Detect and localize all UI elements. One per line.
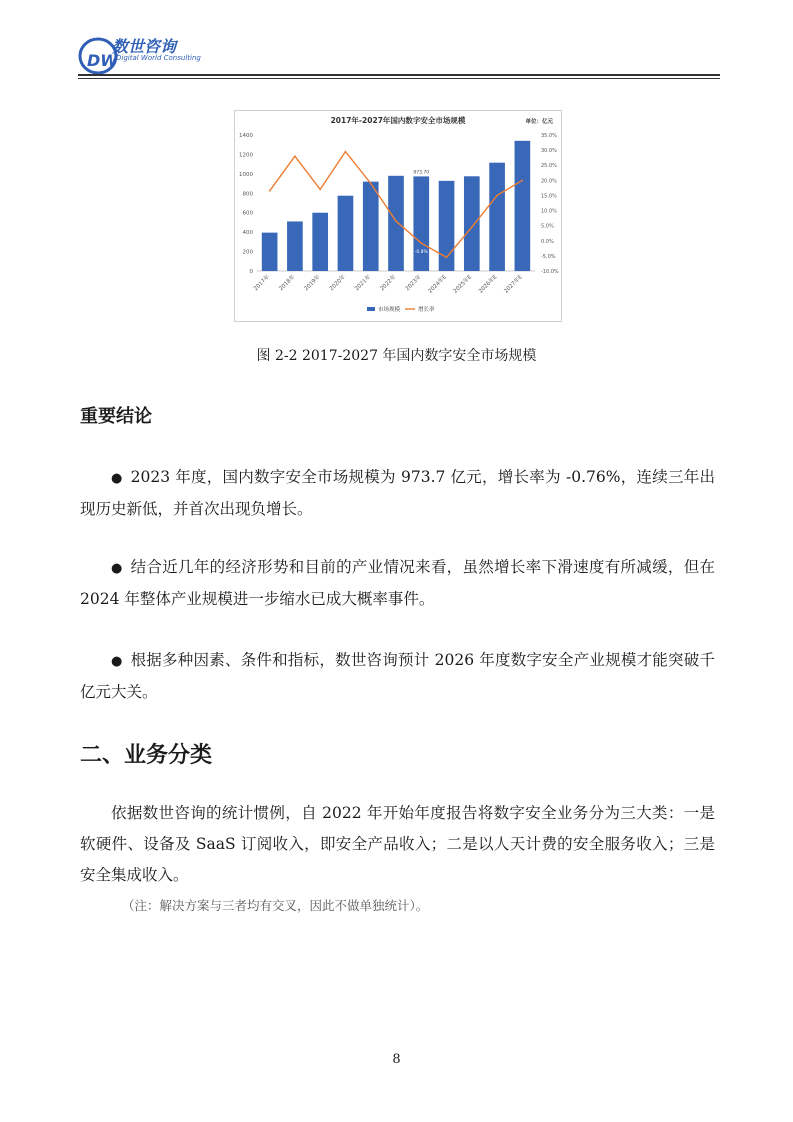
- y-tick-left: 200: [242, 249, 253, 256]
- y-tick-right: -5.0%: [541, 253, 556, 260]
- y-tick-right: 30.0%: [541, 148, 557, 155]
- x-tick-label: 2018年: [278, 274, 297, 293]
- y-tick-right: -10.0%: [541, 269, 559, 275]
- line-point: [420, 242, 422, 244]
- chart-unit-label: 单位：亿元: [525, 119, 553, 125]
- bar: [312, 213, 328, 271]
- line-point: [370, 183, 372, 185]
- legend-swatch-bar: [367, 307, 375, 311]
- y-tick-left: 0: [249, 269, 253, 275]
- business-heading: 二、业务分类: [80, 743, 213, 768]
- line-point: [446, 257, 448, 259]
- bar: [363, 182, 379, 271]
- x-tick-label: 2019年: [303, 274, 322, 293]
- y-tick-right: 5.0%: [541, 223, 554, 230]
- x-tick-label: 2024年E: [427, 274, 448, 295]
- y-tick-right: 15.0%: [541, 193, 557, 200]
- bar: [338, 196, 354, 271]
- line-point: [319, 189, 321, 191]
- logo-letters: DW: [87, 51, 118, 70]
- y-tick-left: 800: [242, 191, 253, 198]
- y-tick-right: 25.0%: [541, 163, 557, 170]
- header-rule: [78, 74, 720, 76]
- chart-title: 2017年-2027年国内数字安全市场规模: [330, 116, 466, 125]
- bullet-text: 结合近几年的经济形势和目前的产业情况来看，虽然增长率下滑速度有所减缓，但在 2024 年整体产业规模进一步缩水已成大概率事件。: [80, 558, 715, 608]
- figure-caption: 图 2-2 2017-2027 年国内数字安全市场规模: [256, 348, 537, 364]
- business-paragraph: 依据数世咨询的统计惯例，自 2022 年开始年度报告将数字安全业务分为三大类：一是软硬件、设备及 SaaS 订阅收入，即安全产品收入；二是以人天计费的安全服务收入；三是安全集成收入。: [80, 804, 715, 884]
- bar: [515, 141, 531, 271]
- legend-label-bar: 市场规模: [378, 307, 401, 313]
- bar: [413, 176, 429, 271]
- bullet-text: 根据多种因素、条件和指标，数世咨询预计 2026 年度数字安全产业规模才能突破千亿元大关。: [80, 651, 715, 701]
- business-note: （注：解决方案与三者均有交叉，因此不做单独统计）。: [122, 898, 429, 913]
- y-tick-left: 1200: [239, 152, 253, 159]
- bullet-icon: ●: [111, 561, 123, 576]
- y-tick-left: 1000: [239, 171, 253, 178]
- bar: [388, 176, 404, 271]
- bullet-icon: ●: [111, 471, 123, 486]
- chart-svg: [235, 111, 561, 321]
- y-tick-right: 0.0%: [541, 238, 554, 245]
- x-tick-label: 2021年: [354, 274, 373, 293]
- header-rule-thin: [78, 78, 720, 79]
- line-point: [496, 195, 498, 197]
- line-point: [395, 220, 397, 222]
- line-data-label: -0.8%: [414, 250, 428, 256]
- y-tick-left: 400: [242, 230, 253, 237]
- y-tick-left: 1400: [239, 133, 253, 139]
- bar: [287, 221, 303, 271]
- page-header: [78, 30, 720, 80]
- x-tick-label: 2020年: [328, 274, 347, 293]
- y-tick-right: 20.0%: [541, 178, 557, 185]
- x-tick-label: 2017年: [253, 274, 272, 293]
- x-tick-label: 2022年: [379, 274, 398, 293]
- logo-text-cn: 数世咨询: [112, 37, 177, 56]
- conclusion-bullet-3: [80, 645, 715, 708]
- conclusion-bullet-2: [80, 552, 715, 615]
- y-tick-right: 35.0%: [541, 133, 557, 139]
- conclusion-heading: 重要结论: [80, 406, 152, 427]
- x-tick-label: 2023年: [404, 274, 423, 293]
- market-size-chart: [234, 110, 562, 322]
- line-point: [345, 151, 347, 153]
- bar: [489, 163, 505, 271]
- legend-label-line: 增长率: [418, 307, 435, 313]
- x-tick-label: 2027年E: [503, 274, 524, 295]
- bar: [262, 233, 278, 271]
- page-number: 8: [392, 1052, 401, 1067]
- bullet-icon: ●: [111, 654, 123, 669]
- x-tick-label: 2025年E: [452, 274, 474, 295]
- bar-data-label: 973.70: [413, 170, 430, 176]
- line-point: [294, 155, 296, 157]
- bar: [464, 176, 480, 271]
- logo-text-en: Digital World Consulting: [116, 54, 201, 62]
- line-point: [522, 180, 524, 182]
- x-tick-label: 2026年E: [478, 274, 499, 295]
- conclusion-bullet-1: [80, 462, 715, 525]
- y-tick-right: 10.0%: [541, 208, 557, 215]
- bullet-text: 2023 年度，国内数字安全市场规模为 973.7 亿元，增长率为 -0.76%，连续三年出现历史新低，并首次出现负增长。: [80, 468, 716, 518]
- line-point: [269, 190, 271, 192]
- y-tick-left: 600: [242, 210, 253, 217]
- line-point: [471, 226, 473, 228]
